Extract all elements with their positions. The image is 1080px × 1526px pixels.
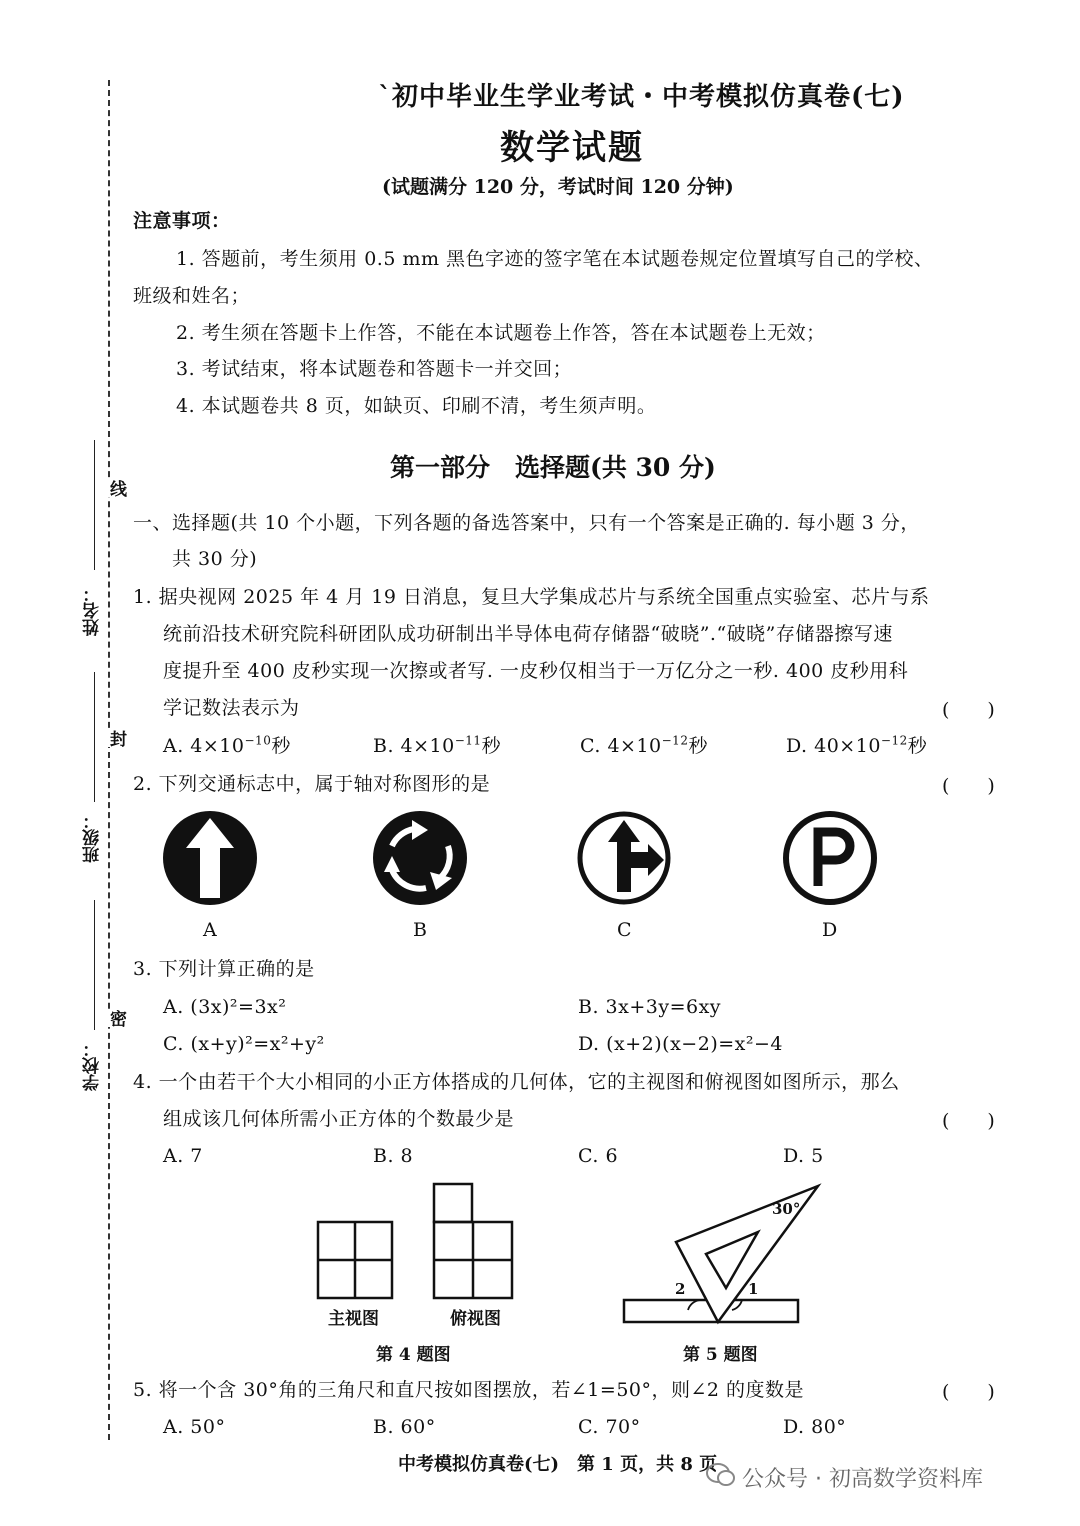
q4-line1: 4. 一个由若干个大小相同的小正方体搭成的几何体，它的主视图和俯视图如图所示，那么 <box>133 1071 900 1093</box>
section-instructions-1: 一、选择题(共 10 个小题，下列各题的备选答案中，只有一个答案是正确的. 每小题 3 分， <box>133 512 920 534</box>
q1-option-b: B. $4\times 10^{-11}$秒 <box>373 733 502 757</box>
front-view-label: 主视图 <box>328 1309 379 1329</box>
separator-secret-char: 密 <box>104 1010 129 1027</box>
section-instructions-2: 共 30 分) <box>172 548 258 570</box>
q4-answer-paren: ( ) <box>942 1110 995 1132</box>
q5-option-c: C. 70° <box>578 1416 641 1438</box>
q5-stem: 5. 将一个含 30°角的三角尺和直尺按如图摆放，若∠1=50°，则∠2 的度数是 <box>133 1379 805 1401</box>
q1-line4: 学记数法表示为 <box>163 697 300 719</box>
q1-option-c: C. $4\times 10^{-12}$秒 <box>580 733 708 757</box>
sign-a-straight-arrow-icon <box>163 811 257 905</box>
note-1b: 班级和姓名； <box>133 285 251 307</box>
q1-answer-paren: ( ) <box>942 699 995 721</box>
exam-subtitle: (试题满分 120 分，考试时间 120 分钟) <box>382 176 734 198</box>
note-3: 3. 考试结束，将本试题卷和答题卡一并交回； <box>176 358 573 380</box>
q4-option-d: D. 5 <box>783 1145 824 1167</box>
angle-2-label: 2 <box>675 1280 686 1298</box>
sign-b-roundabout-icon <box>373 811 467 905</box>
q1-option-a: A. $4\times 10^{-10}$秒 <box>163 733 291 757</box>
top-view-grid <box>434 1184 512 1298</box>
fig4-caption: 第 4 题图 <box>376 1345 451 1365</box>
sign-d-label: D <box>822 919 838 941</box>
q1-line2: 统前沿技术研究院科研团队成功研制出半导体电荷存储器“破晓”.“破晓”存储器擦写速 <box>163 623 893 645</box>
q5-option-a: A. 50° <box>163 1416 226 1438</box>
note-2: 2. 考生须在答题卡上作答，不能在本试题卷上作答，答在本试题卷上无效； <box>176 322 826 344</box>
angle-30-label: 30° <box>772 1200 801 1218</box>
q2-stem: 2. 下列交通标志中，属于轴对称图形的是 <box>133 773 491 795</box>
q2-answer-paren: ( ) <box>942 775 995 797</box>
section-title: 第一部分 选择题(共 30 分) <box>390 453 716 482</box>
exam-title: `初中毕业生学业考试・中考模拟仿真卷(七) <box>378 82 905 112</box>
q5-answer-paren: ( ) <box>942 1381 995 1403</box>
note-4: 4. 本试题卷共 8 页，如缺页、印刷不清，考生须声明。 <box>176 395 657 417</box>
q5-option-d: D. 80° <box>783 1416 847 1438</box>
sign-c-straight-right-icon <box>580 814 668 902</box>
page-footer: 中考模拟仿真卷(七) 第 1 页，共 8 页 <box>398 1454 718 1475</box>
sign-a-label: A <box>203 919 218 941</box>
notes-heading: 注意事项： <box>133 210 231 232</box>
q1-line3: 度提升至 400 皮秒实现一次擦或者写. 一皮秒仅相当于一万亿分之一秒. 400 皮秒用科 <box>163 660 909 682</box>
fig5-caption: 第 5 题图 <box>683 1345 758 1365</box>
q3-stem: 3. 下列计算正确的是 <box>133 958 315 980</box>
school-label: 学校： <box>83 1040 103 1091</box>
top-view-label: 俯视图 <box>450 1309 501 1329</box>
q1-line1: 1. 据央视网 2025 年 4 月 19 日消息，复旦大学集成芯片与系统全国重点实验室、芯片与系 <box>133 586 930 608</box>
q1-option-d: D. $40\times 10^{-12}$秒 <box>786 733 928 757</box>
note-1a: 1. 答题前，考生须用 0.5 mm 黑色字迹的签字笔在本试题卷规定位置填写自己的学校、 <box>176 248 934 270</box>
q4-option-c: C. 6 <box>578 1145 619 1167</box>
sign-c-label: C <box>617 919 633 941</box>
q3-option-a: A. (3x)²=3x² <box>163 996 287 1018</box>
separator-seal-char: 封 <box>104 730 129 747</box>
q4-option-b: B. 8 <box>373 1145 414 1167</box>
q3-option-d: D. (x+2)(x−2)=x²−4 <box>578 1033 783 1055</box>
q3-option-b: B. 3x+3y=6xy <box>578 996 722 1018</box>
front-view-grid <box>318 1222 392 1298</box>
class-label: 班级： <box>83 812 103 863</box>
q4-line2: 组成该几何体所需小正方体的个数最少是 <box>163 1108 515 1130</box>
subject-title: 数学试题 <box>500 128 644 168</box>
watermark: 公众号 · 初高数学资料库 <box>742 1467 983 1492</box>
sign-b-label: B <box>413 919 428 941</box>
separator-line-char: 线 <box>104 480 129 497</box>
q3-option-c: C. (x+y)²=x²+y² <box>163 1033 325 1055</box>
figures <box>0 1170 1080 1350</box>
sign-d-parking-icon <box>786 814 874 902</box>
wechat-icon <box>706 1462 736 1488</box>
q5-option-b: B. 60° <box>373 1416 436 1438</box>
q4-option-a: A. 7 <box>163 1145 203 1167</box>
angle-1-label: 1 <box>748 1280 759 1298</box>
name-label: 姓名： <box>83 585 103 636</box>
